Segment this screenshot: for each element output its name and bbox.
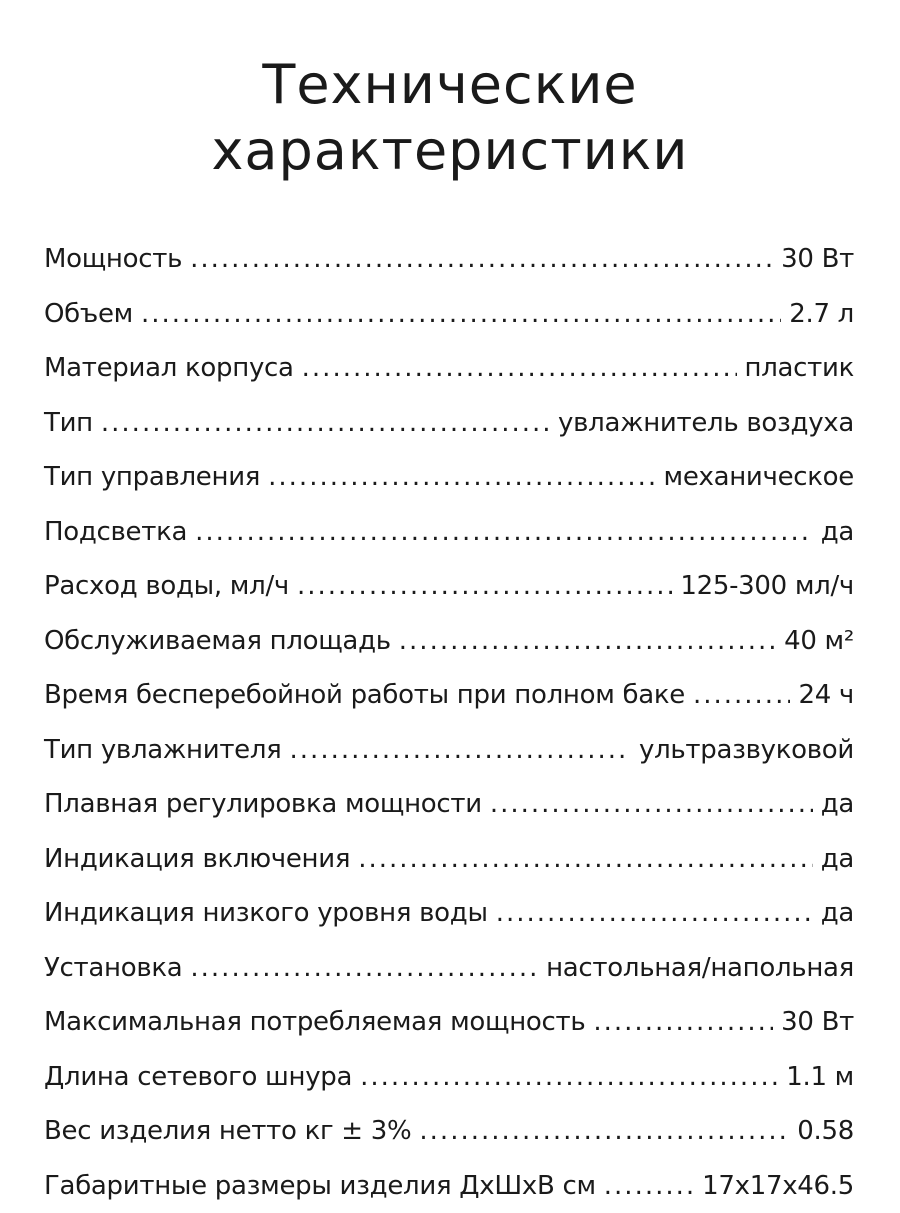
spec-label: Индикация низкого уровня воды bbox=[44, 886, 488, 941]
dot-leader bbox=[297, 559, 672, 614]
spec-label: Габаритные размеры изделия ДхШхВ см bbox=[44, 1159, 596, 1213]
spec-row bbox=[44, 450, 854, 505]
spec-value: 17x17x46.5 bbox=[702, 1159, 854, 1213]
dot-leader bbox=[490, 777, 813, 832]
spec-row bbox=[44, 1050, 854, 1105]
spec-row bbox=[44, 559, 854, 614]
spec-row bbox=[44, 287, 854, 342]
spec-label: Максимальная потребляемая мощность bbox=[44, 995, 585, 1050]
spec-row bbox=[44, 341, 854, 396]
spec-label: Подсветка bbox=[44, 505, 187, 560]
spec-value: 30 Вт bbox=[781, 995, 854, 1050]
spec-value: 24 ч bbox=[798, 668, 854, 723]
spec-row bbox=[44, 1159, 854, 1213]
dot-leader bbox=[190, 941, 538, 996]
spec-value: увлажнитель воздуха bbox=[558, 396, 854, 451]
spec-row bbox=[44, 668, 854, 723]
spec-row bbox=[44, 723, 854, 778]
dot-leader bbox=[593, 995, 773, 1050]
dot-leader bbox=[399, 614, 776, 669]
dot-leader bbox=[358, 832, 813, 887]
spec-value: механическое bbox=[664, 450, 855, 505]
spec-value: 2.7 л bbox=[789, 287, 854, 342]
spec-row bbox=[44, 232, 854, 287]
spec-value: 40 м² bbox=[784, 614, 854, 669]
dot-leader bbox=[302, 341, 737, 396]
dot-leader bbox=[195, 505, 813, 560]
spec-row bbox=[44, 832, 854, 887]
spec-label: Тип bbox=[44, 396, 93, 451]
spec-value: 1.1 м bbox=[786, 1050, 854, 1105]
dot-leader bbox=[190, 232, 773, 287]
spec-label: Длина сетевого шнура bbox=[44, 1050, 352, 1105]
dot-leader bbox=[141, 287, 781, 342]
spec-row bbox=[44, 886, 854, 941]
dot-leader bbox=[604, 1159, 694, 1213]
spec-label: Объем bbox=[44, 287, 133, 342]
spec-list bbox=[44, 232, 854, 1213]
spec-row bbox=[44, 995, 854, 1050]
spec-row bbox=[44, 941, 854, 996]
spec-value: настольная/напольная bbox=[546, 941, 854, 996]
spec-row bbox=[44, 505, 854, 560]
spec-row bbox=[44, 1104, 854, 1159]
spec-value: да bbox=[821, 832, 854, 887]
spec-row bbox=[44, 396, 854, 451]
spec-label: Время бесперебойной работы при полном баке bbox=[44, 668, 685, 723]
spec-value: пластик bbox=[745, 341, 855, 396]
spec-label: Плавная регулировка мощности bbox=[44, 777, 482, 832]
spec-value: 0.58 bbox=[797, 1104, 854, 1159]
spec-value: 30 Вт bbox=[781, 232, 854, 287]
spec-value: да bbox=[821, 505, 854, 560]
spec-label: Тип управления bbox=[44, 450, 260, 505]
dot-leader bbox=[268, 450, 655, 505]
title-line-1: Технические bbox=[0, 52, 900, 118]
dot-leader bbox=[693, 668, 791, 723]
spec-row bbox=[44, 777, 854, 832]
spec-label: Установка bbox=[44, 941, 182, 996]
spec-label: Вес изделия нетто кг ± 3% bbox=[44, 1104, 411, 1159]
spec-value: да bbox=[821, 777, 854, 832]
dot-leader bbox=[496, 886, 813, 941]
spec-label: Индикация включения bbox=[44, 832, 350, 887]
dot-leader bbox=[101, 396, 550, 451]
spec-value: ультразвуковой bbox=[639, 723, 854, 778]
dot-leader bbox=[360, 1050, 778, 1105]
spec-label: Материал корпуса bbox=[44, 341, 294, 396]
dot-leader bbox=[419, 1104, 789, 1159]
page-title bbox=[0, 52, 900, 184]
spec-label: Расход воды, мл/ч bbox=[44, 559, 289, 614]
spec-label: Мощность bbox=[44, 232, 182, 287]
spec-value: да bbox=[821, 886, 854, 941]
spec-value: 125-300 мл/ч bbox=[680, 559, 854, 614]
spec-row bbox=[44, 614, 854, 669]
spec-label: Тип увлажнителя bbox=[44, 723, 282, 778]
spec-label: Обслуживаемая площадь bbox=[44, 614, 391, 669]
dot-leader bbox=[290, 723, 631, 778]
title-line-2: характеристики bbox=[0, 118, 900, 184]
